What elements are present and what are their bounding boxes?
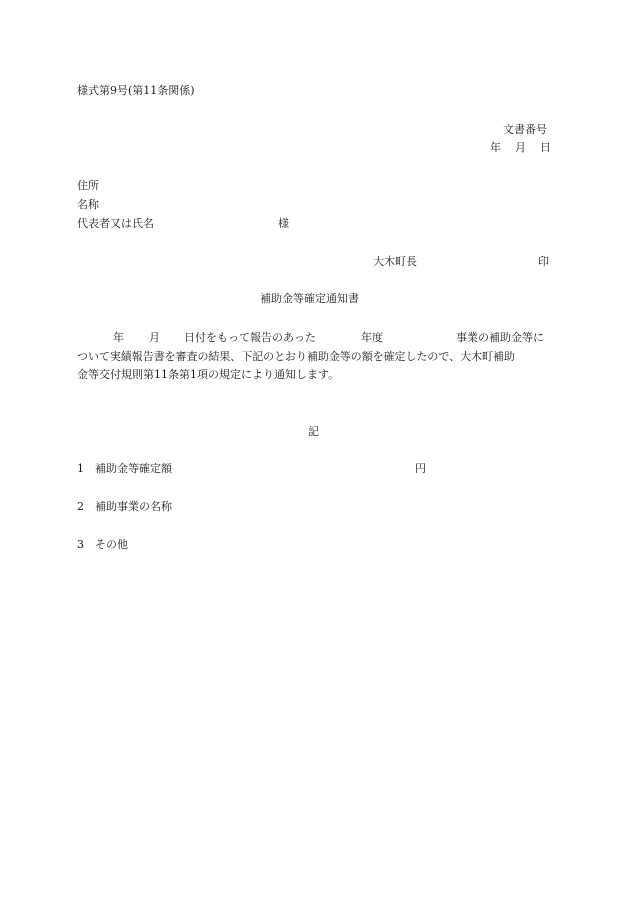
item-number: 1: [77, 462, 84, 475]
date-month-label: 月: [515, 141, 526, 154]
list-item: [77, 500, 84, 514]
date-line: [490, 141, 551, 155]
recipient-representative-label: 代表者又は氏名: [77, 217, 154, 230]
body-line-2: ついて実績報告書を審査の結果、下記のとおり補助金等の額を確定したので、大木町補助: [77, 349, 515, 363]
item-number: 2: [77, 500, 84, 513]
date-day-label: 日: [540, 141, 551, 154]
body-year: 年: [113, 331, 124, 344]
recipient-name-label: 名称: [77, 198, 99, 211]
ki-heading: 記: [308, 425, 319, 438]
list-item: [77, 538, 84, 552]
body-month: 月: [149, 331, 160, 344]
body-day-text: 日付をもって報告のあった: [184, 331, 316, 344]
issuer-title: 大木町長: [373, 255, 417, 268]
body-line-3: 金等交付規則第11条第1項の規定により通知します。: [77, 368, 340, 381]
form-number-label: 様式第9号(第11条関係): [77, 84, 195, 97]
issuer-seal-label: 印: [538, 255, 549, 268]
body-fiscal-year: 年度: [361, 331, 383, 344]
item-label: その他: [95, 538, 128, 551]
recipient-honorific: 様: [278, 217, 289, 230]
item-number: 3: [77, 538, 84, 551]
item-label: 補助事業の名称: [95, 500, 172, 513]
item-unit: 円: [415, 462, 426, 475]
list-item: [77, 462, 84, 476]
document-number-label: 文書番号: [503, 123, 547, 136]
body-line-1: [77, 329, 549, 348]
date-year-label: 年: [490, 141, 501, 154]
body-text: [77, 329, 549, 385]
document-title: 補助金等確定通知書: [260, 292, 359, 305]
body-project-text: 事業の補助金等に: [456, 331, 544, 344]
item-label: 補助金等確定額: [95, 462, 172, 475]
recipient-address-label: 住所: [77, 179, 99, 192]
